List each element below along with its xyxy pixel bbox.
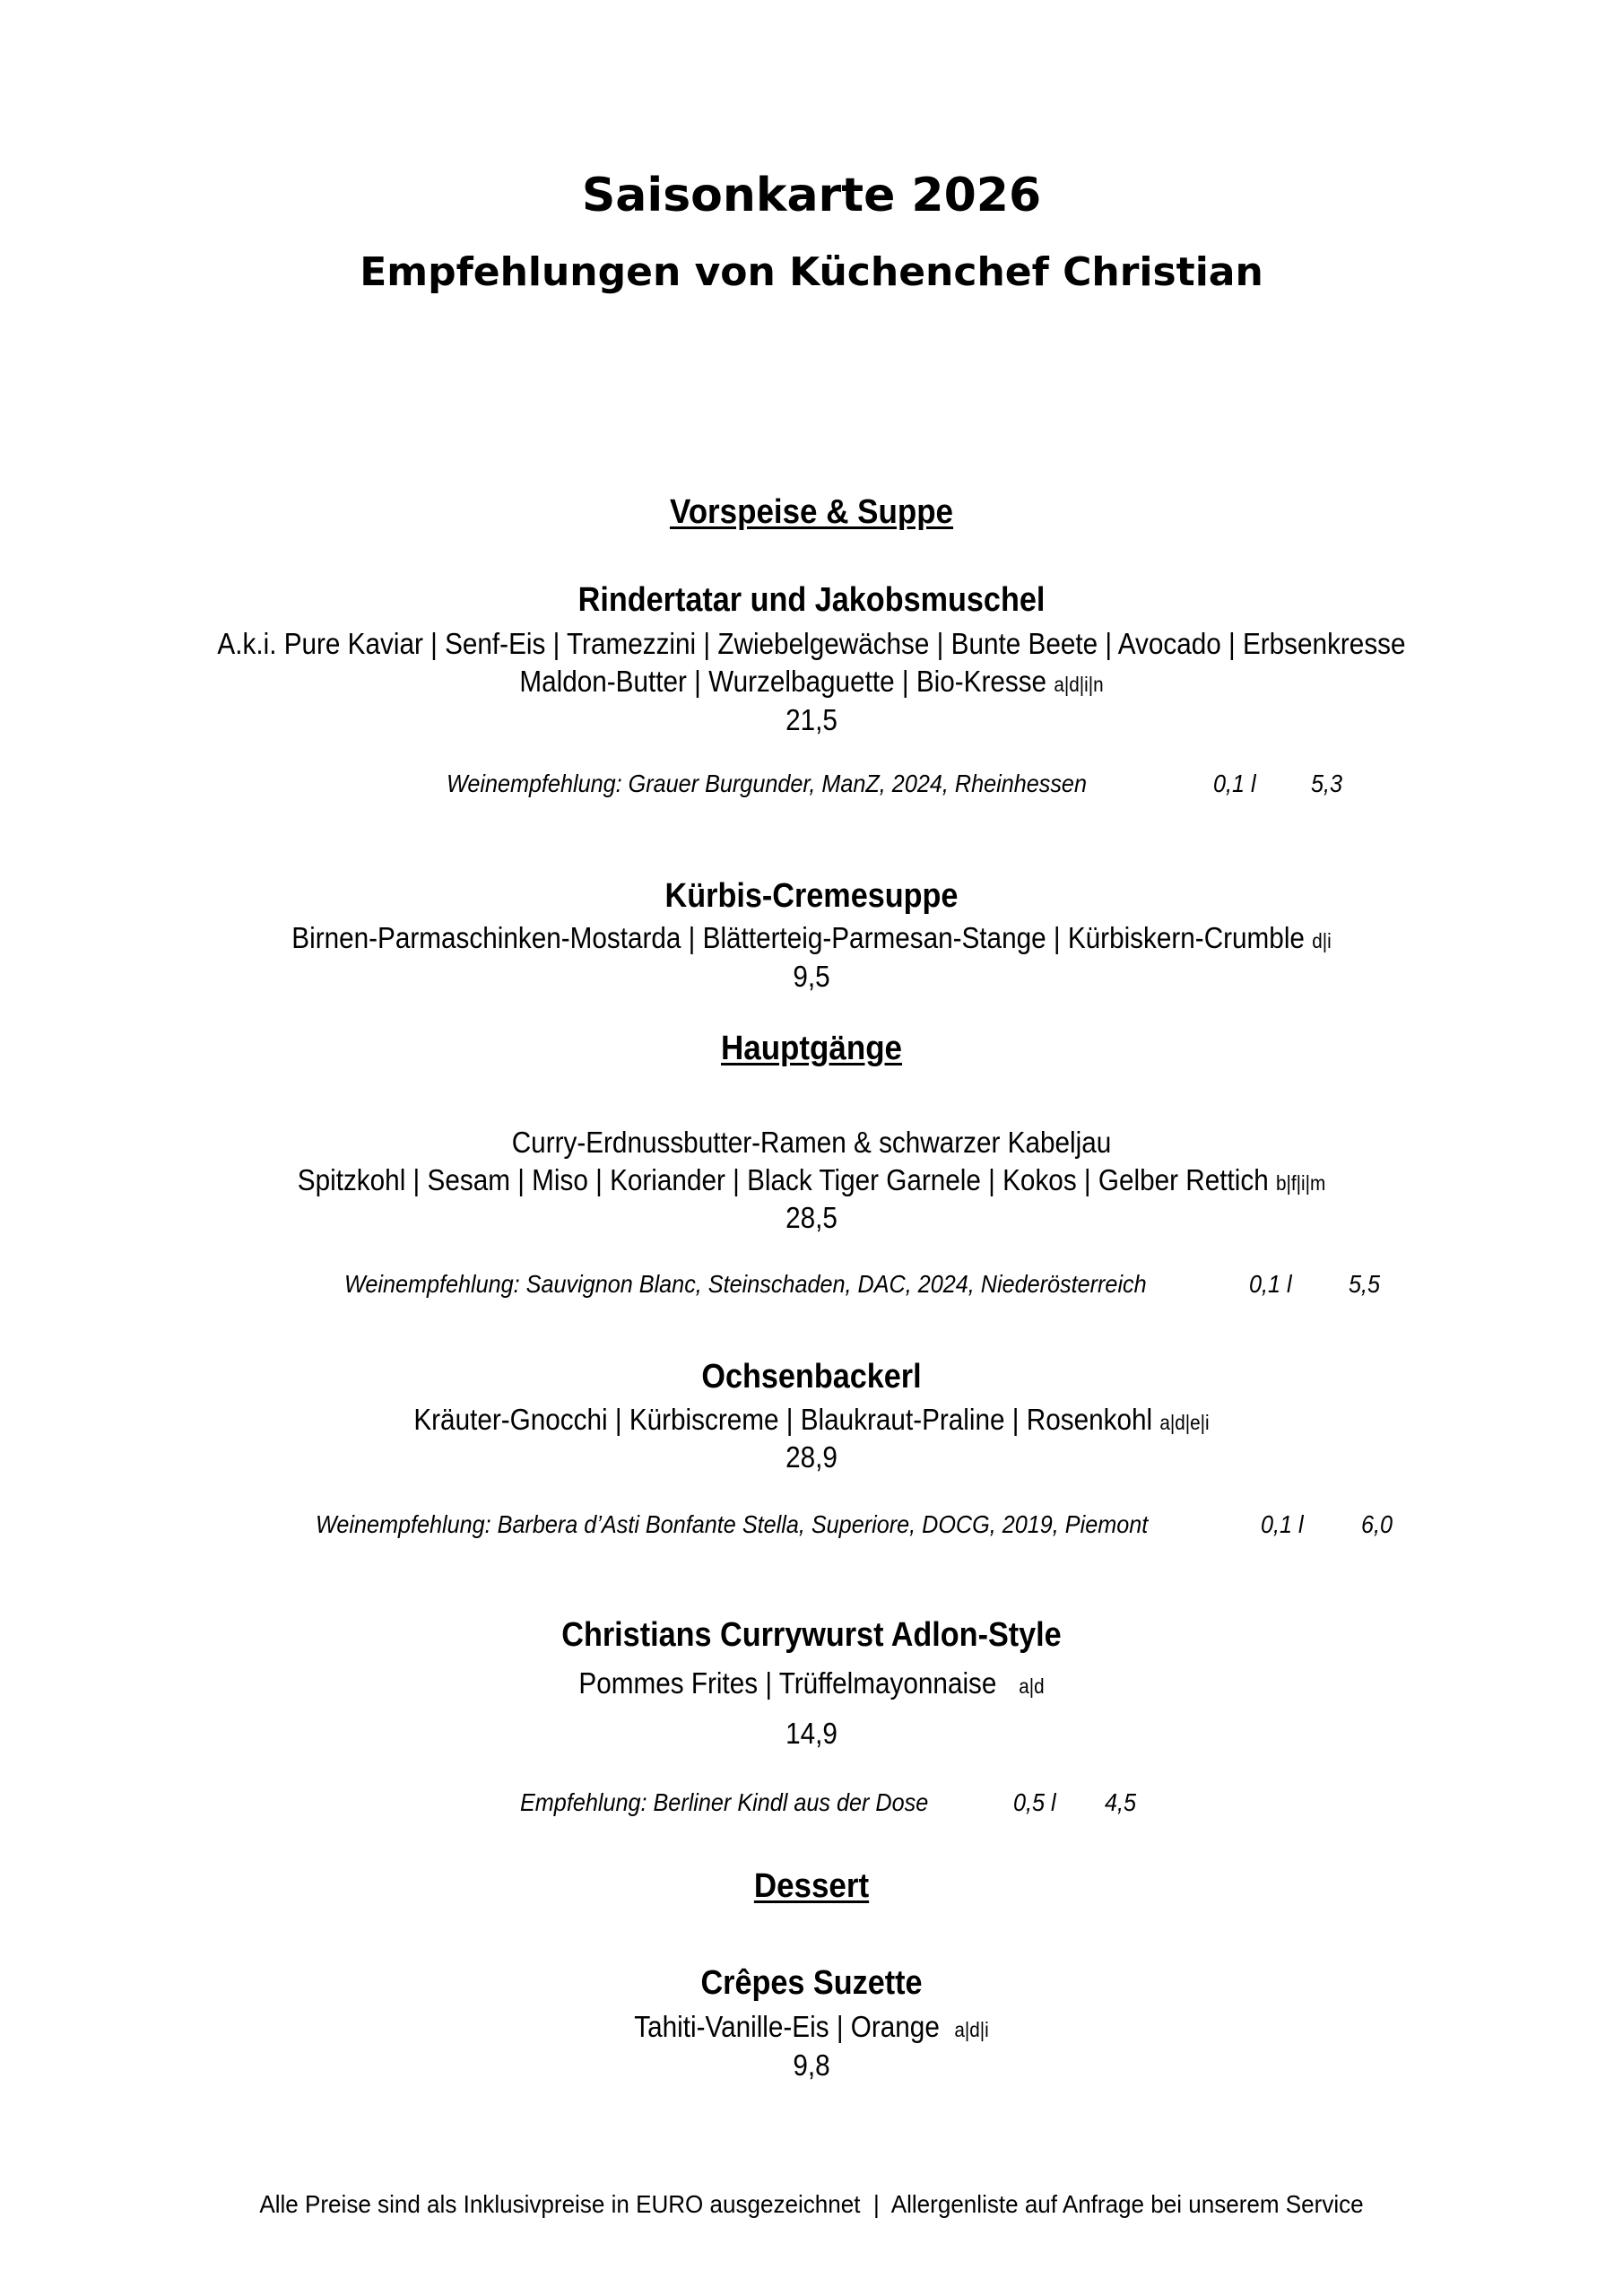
allergen-codes: b|f|i|m <box>1275 1171 1326 1195</box>
dish-description-text: Maldon-Butter | Wurzelbaguette | Bio-Kresse <box>519 665 1047 698</box>
dish-description-text: Tahiti-Vanille-Eis | Orange <box>634 2010 940 2043</box>
dish-price: 28,9 <box>785 1440 838 1474</box>
section-heading-starters: Vorspeise & Suppe <box>669 493 954 531</box>
dish-name: Christians Currywurst Adlon-Style <box>561 1616 1062 1654</box>
dish-description <box>82 1403 1542 1437</box>
dish-description-text: Pommes Frites | Trüffelmayonnaise <box>578 1666 997 1700</box>
dish-name: Kürbis-Cremesuppe <box>664 877 959 915</box>
dish-name: Ochsenbackerl <box>701 1358 922 1396</box>
dish-description <box>82 665 1542 699</box>
allergen-codes: a|d|i <box>954 2018 989 2041</box>
wine-volume: 0,1 l <box>1249 1270 1292 1298</box>
dish-price: 14,9 <box>785 1717 838 1750</box>
dish-description: A.k.i. Pure Kaviar | Senf-Eis | Tramezzini | Zwiebelgewächse | Bunte Beete | Avocado | Erbsenkresse <box>217 627 1406 660</box>
footer-note: Alle Preise sind als Inklusivpreise in EURO ausgezeichnet | Allergenliste auf Anfrage bei unserem Service <box>259 2190 1364 2218</box>
dish-description <box>82 921 1542 955</box>
dish-name: Rindertatar und Jakobsmuschel <box>577 581 1046 619</box>
wine-price: 6,0 <box>1361 1510 1393 1538</box>
allergen-codes: a|d|e|i <box>1159 1411 1210 1434</box>
beer-recommendation: Empfehlung: Berliner Kindl aus der Dose <box>520 1788 929 1816</box>
wine-recommendation: Weinempfehlung: Sauvignon Blanc, Steinschaden, DAC, 2024, Niederösterreich <box>344 1270 1147 1298</box>
dish-name: Crêpes Suzette <box>700 1964 923 2002</box>
dish-name: Curry-Erdnussbutter-Ramen & schwarzer Kabeljau <box>511 1126 1112 1159</box>
dish-description-text: Kräuter-Gnocchi | Kürbiscreme | Blaukraut-Praline | Rosenkohl <box>413 1403 1153 1436</box>
wine-recommendation: Weinempfehlung: Barbera d’Asti Bonfante Stella, Superiore, DOCG, 2019, Piemont <box>316 1510 1149 1538</box>
dish-description <box>82 1666 1542 1700</box>
dish-price: 28,5 <box>785 1201 838 1234</box>
section-heading-dessert: Dessert <box>753 1867 870 1905</box>
dish-price: 21,5 <box>785 703 838 736</box>
dish-price: 9,8 <box>793 2048 830 2082</box>
dish-description <box>82 2010 1542 2044</box>
dish-description-text: Birnen-Parmaschinken-Mostarda | Blätterteig-Parmesan-Stange | Kürbiskern-Crumble <box>291 921 1305 954</box>
allergen-codes: d|i <box>1312 929 1332 952</box>
wine-price: 5,3 <box>1311 770 1343 797</box>
beer-volume: 0,5 l <box>1013 1788 1056 1816</box>
dish-price: 9,5 <box>793 960 830 993</box>
dish-description <box>82 1163 1542 1197</box>
dish-description-text: Spitzkohl | Sesam | Miso | Koriander | Black Tiger Garnele | Kokos | Gelber Rettich <box>297 1163 1269 1196</box>
allergen-codes: a|d|i|n <box>1054 673 1104 696</box>
wine-volume: 0,1 l <box>1213 770 1256 797</box>
wine-price: 5,5 <box>1349 1270 1381 1298</box>
beer-price: 4,5 <box>1105 1788 1137 1816</box>
wine-volume: 0,1 l <box>1261 1510 1304 1538</box>
wine-recommendation: Weinempfehlung: Grauer Burgunder, ManZ, 2024, Rheinhessen <box>447 770 1087 797</box>
page-title: Saisonkarte 2026 <box>581 169 1042 222</box>
allergen-codes: a|d <box>1019 1674 1045 1698</box>
section-heading-mains: Hauptgänge <box>721 1030 902 1067</box>
page-subtitle: Empfehlungen von Küchenchef Christian <box>360 249 1263 295</box>
